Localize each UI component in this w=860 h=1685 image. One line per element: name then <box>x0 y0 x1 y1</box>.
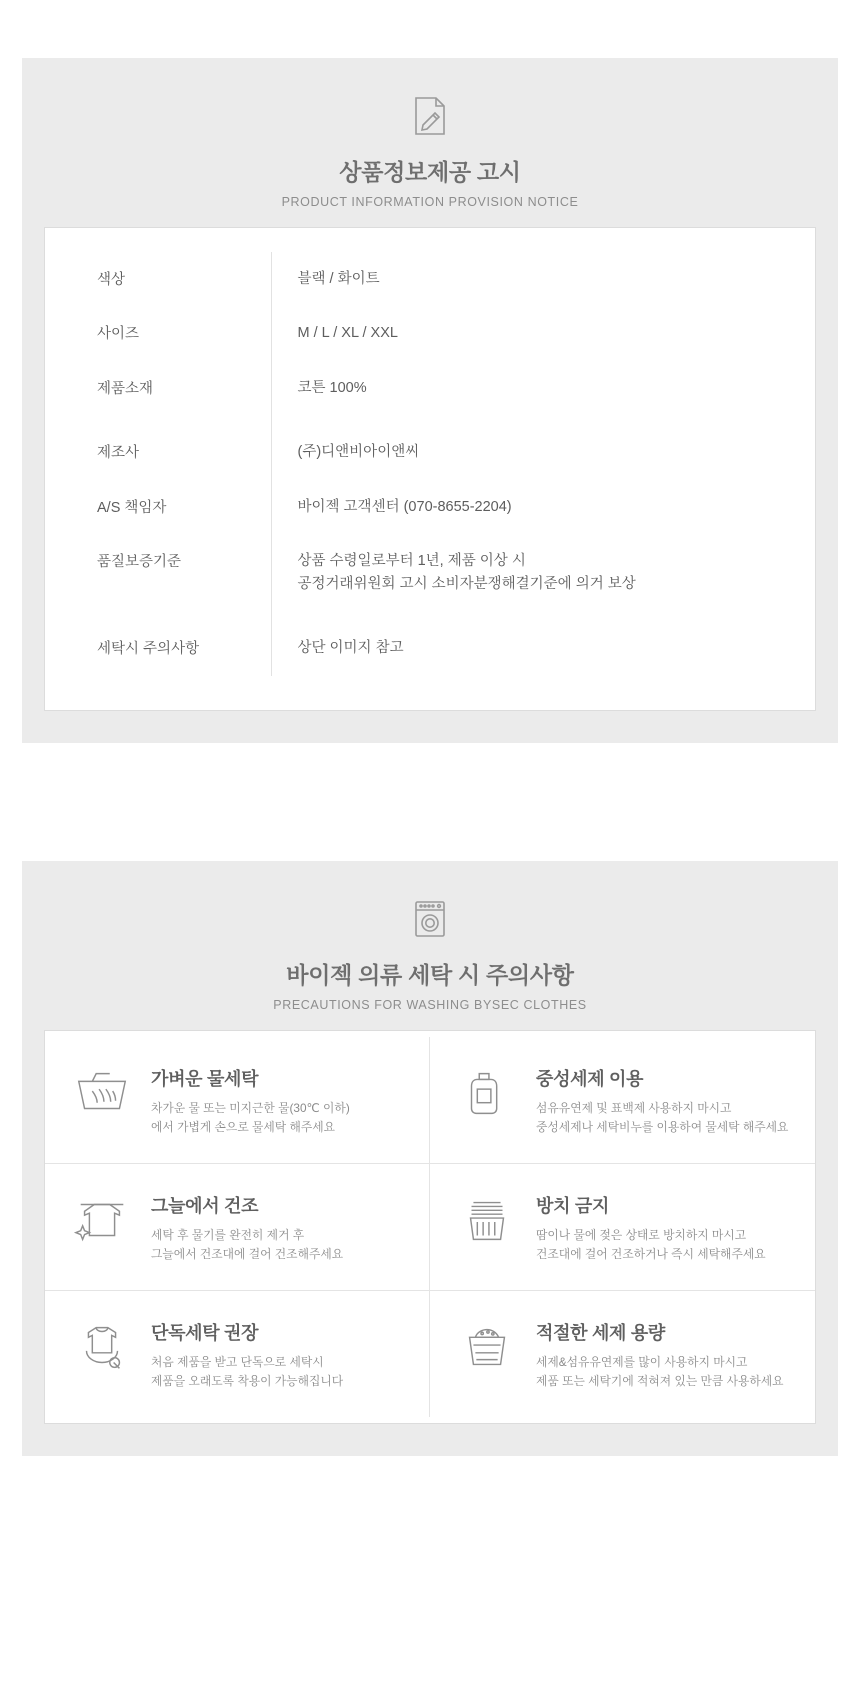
spec-label: 제조사 <box>75 415 271 479</box>
spec-value-line: 코튼 100% <box>297 379 367 396</box>
desc-line-2: 그늘에서 건조대에 걸어 건조해주세요 <box>151 1247 344 1262</box>
spec-value-line: 바이젝 고객센터 (070-8655-2204) <box>297 498 512 515</box>
washing-text <box>151 1317 343 1391</box>
washing-item-title: 적절한 세제 용량 <box>536 1323 666 1344</box>
washing-item-desc <box>536 1099 788 1137</box>
spec-value-line: 상단 이미지 참고 <box>297 640 404 657</box>
washing-precautions-header <box>44 895 816 1030</box>
desc-line-1: 땀이나 물에 젖은 상태로 방치하지 마시고 <box>536 1227 747 1242</box>
washing-text <box>536 1317 784 1391</box>
desc-line-1: 세탁 후 물기를 완전히 제거 후 <box>151 1227 305 1242</box>
washing-item-title: 방치 금지 <box>536 1195 610 1216</box>
desc-line-2: 제품 또는 세탁기에 적혀져 있는 만큼 사용하세요 <box>536 1374 784 1389</box>
desc-line-1: 세제&섬유유연제를 많이 사용하지 마시고 <box>536 1355 748 1370</box>
spec-value <box>271 252 785 306</box>
spec-label: A/S 책임자 <box>75 480 271 534</box>
washing-precautions-panel <box>22 861 838 1457</box>
spec-value <box>271 415 785 479</box>
desc-line-2: 건조대에 걸어 건조하거나 즉시 세탁해주세요 <box>536 1247 766 1262</box>
list-item <box>45 1163 430 1290</box>
page-title: 상품정보제공 고시 <box>339 159 521 185</box>
table-row <box>75 480 785 534</box>
washing-text <box>151 1190 343 1264</box>
desc-line-2: 제품을 오래도록 착용이 가능해집니다 <box>151 1374 344 1389</box>
table-row <box>75 306 785 360</box>
detergent-bottle-icon <box>456 1065 518 1121</box>
list-item <box>430 1037 815 1163</box>
spec-label: 사이즈 <box>75 306 271 360</box>
table-row <box>75 415 785 479</box>
table-row <box>75 361 785 415</box>
desc-line-2: 중성세제나 세탁비누를 이용하여 물세탁 해주세요 <box>536 1119 789 1134</box>
washing-item-desc <box>151 1099 350 1137</box>
spec-value <box>271 306 785 360</box>
washing-subtitle: PRECAUTIONS FOR WASHING BYSEC CLOTHES <box>273 997 587 1012</box>
washing-item-title: 가벼운 물세탁 <box>151 1068 259 1089</box>
product-spec-table <box>75 252 785 676</box>
spec-value-line: 상품 수령일로부터 1년, 제품 이상 시 <box>297 553 526 570</box>
spec-value-line: 블랙 / 화이트 <box>297 271 380 287</box>
washing-item-title: 중성세제 이용 <box>536 1068 644 1089</box>
spec-value <box>271 611 785 675</box>
list-item <box>45 1290 430 1417</box>
washing-grid-box <box>44 1030 816 1425</box>
list-item <box>430 1290 815 1417</box>
washing-item-title: 그늘에서 건조 <box>151 1195 259 1216</box>
detergent-scoop-icon <box>456 1319 518 1375</box>
washing-machine-icon <box>406 895 454 943</box>
spec-label: 세탁시 주의사항 <box>75 611 271 675</box>
laundry-basket-icon <box>456 1192 518 1248</box>
washing-instruction-grid <box>45 1031 815 1424</box>
spec-value-line-2: 공정거래위원회 고시 소비자분쟁해결기준에 의거 보상 <box>297 575 636 592</box>
top-spacer <box>0 0 860 58</box>
spec-value-line: (주)디앤비아이앤씨 <box>297 444 420 461</box>
table-row <box>75 611 785 675</box>
spec-label: 색상 <box>75 252 271 306</box>
spec-value-line: M / L / XL / XXL <box>297 325 398 342</box>
product-information-header <box>44 92 816 227</box>
list-item <box>430 1163 815 1290</box>
document-pencil-icon <box>406 92 454 140</box>
spec-label: 품질보증기준 <box>75 534 271 611</box>
desc-line-1: 처음 제품을 받고 단독으로 세탁시 <box>151 1355 324 1370</box>
spec-value <box>271 361 785 415</box>
washing-item-desc <box>151 1353 343 1391</box>
table-row <box>75 534 785 611</box>
spec-label: 제품소재 <box>75 361 271 415</box>
spec-value <box>271 480 785 534</box>
hand-wash-icon <box>71 1065 133 1121</box>
washing-item-desc <box>536 1226 766 1264</box>
washing-text <box>151 1063 350 1137</box>
page-subtitle: PRODUCT INFORMATION PROVISION NOTICE <box>281 195 579 209</box>
desc-line-1: 섬유유연제 및 표백제 사용하지 마시고 <box>536 1100 732 1115</box>
washing-title: 바이젝 의류 세탁 시 주의사항 <box>286 961 574 988</box>
desc-line-1: 차가운 물 또는 미지근한 물(30℃ 이하) <box>151 1100 350 1115</box>
spec-wrap <box>45 228 815 710</box>
product-information-panel <box>22 58 838 743</box>
desc-line-2: 에서 가볍게 손으로 물세탁 해주세요 <box>151 1119 336 1134</box>
table-row <box>75 252 785 306</box>
section-spacer <box>0 743 860 861</box>
bottom-spacer <box>0 1456 860 1604</box>
separate-wash-icon <box>71 1319 133 1375</box>
washing-text <box>536 1190 766 1264</box>
washing-item-desc <box>151 1226 343 1264</box>
list-item <box>45 1037 430 1163</box>
product-information-table-box <box>44 227 816 711</box>
washing-item-title: 단독세탁 권장 <box>151 1323 259 1344</box>
spec-value <box>271 534 785 611</box>
washing-item-desc <box>536 1353 784 1391</box>
shade-dry-icon <box>71 1192 133 1248</box>
washing-text <box>536 1063 788 1137</box>
